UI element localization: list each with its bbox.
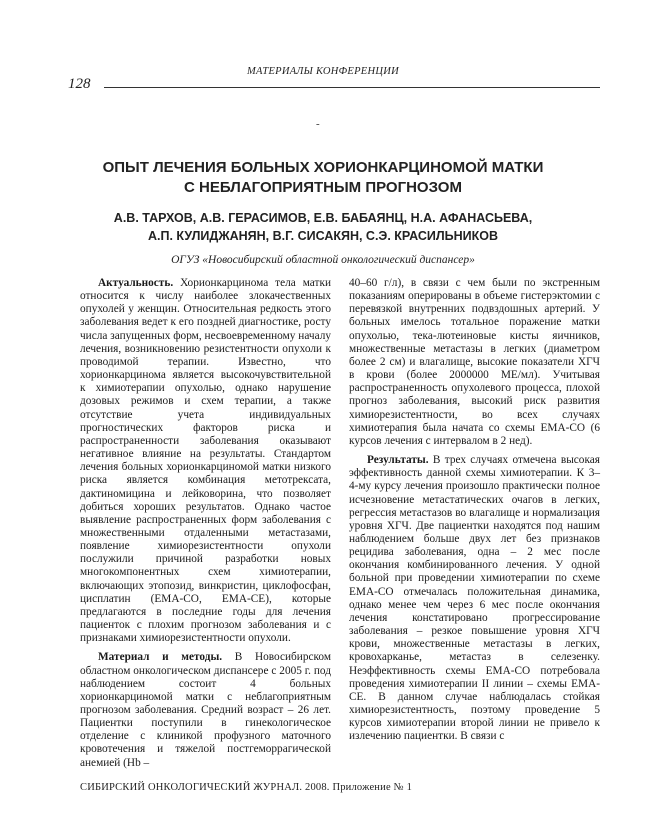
authors [40,209,606,245]
relevance-text: Хорионкарцинома тела матки относится к числу наиболее злокачественных опухолей у женщин. Относительная редкость этого заболевания ведет к его поздней диагностике, росту числа запущенных форм, несвоевременному началу лечения, возникновению резистентности опухоли к проводимой терапии. Известно, что хорионкарцинома является высокочувствительной к химиотерапии опухолью, однако нарушение дозовых режимов и схем терапии, а также отсутствие учета индивидуальных прогностических факторов риска и распространенности заболевания оказывают негативное влияние на результаты. Стандартом лечения больных хорионкарциномой матки низкого риска является комбинация метотрексата, дактиномицина и лейковорина, что позволяет добиться хороших результатов. Однако частое выявление распространенных форм заболевания с множественными отдаленными метастазами, появление химиорезистентности опухоли послужили причиной разработки новых многокомпонентных схем химиотерапии, включающих этопозид, винкристин, циклофосфан, цисплатин (ЕМА-СО, ЕМА-СЕ), которые предлагаются в последние годы для лечения пациенток с плохим прогнозом заболевания и с признаками химиорезистентности опухоли. [80,277,331,645]
header-rule [104,87,600,88]
authors-line-2: А.П. КУЛИДЖАНЯН, В.Г. СИСАКЯН, С.Э. КРАСИЛЬНИКОВ [147,229,499,243]
article-title [40,158,606,198]
title-line-1: ОПЫТ ЛЕЧЕНИЯ БОЛЬНЫХ ХОРИОНКАРЦИНОМОЙ МАТКИ [102,159,544,176]
methods-continued-paragraph: 40–60 г/л), в связи с чем были по экстренным показаниям оперированы в объеме гистерэктомии с перевязкой внутренних подвздошных артерий. У больных имелось тотальное поражение матки опухолью, тека-лютеиновые кисты яичников, множественные метастазы в легких (диаметром более 2 см) и влагалище, высокие показатели ХГЧ в крови (более 2000000 МЕ/мл). Учитывая распространенность опухолевого процесса, плохой прогноз заболевания, высокий риск развития химиорезистентности, во всех случаях химиотерапия была начата со схемы ЕМА-СО (6 курсов лечения с интервалом в 2 нед). [349,277,600,447]
results-paragraph [349,454,600,743]
affiliation: ОГУЗ «Новосибирский областной онкологический диспансер» [171,254,475,266]
results-heading: Результаты. [367,454,429,467]
page-number: 128 [68,76,91,92]
methods-heading: Материал и методы. [98,651,223,664]
top-mark: - [316,118,320,130]
right-column [349,277,600,743]
relevance-paragraph [80,277,331,645]
title-line-2: С НЕБЛАГОПРИЯТНЫМ ПРОГНОЗОМ [184,179,462,196]
relevance-heading: Актуальность. [98,277,174,289]
methods-text: В Новосибирском областном онкологическом диспансере с 2005 г. под наблюдением состоит 4 больных хорионкарциномой матки с неблагоприятным прогнозом заболевания. Средний возраст – 26 лет. Пациентки поступили в гинекологическое отделение с клиникой профузного маточного кровотечения и тяжелой постгеморрагической анемией (Hb – [80,651,331,769]
methods-paragraph [80,651,331,769]
left-column [80,277,331,770]
journal-footer: СИБИРСКИЙ ОНКОЛОГИЧЕСКИЙ ЖУРНАЛ. 2008. Приложение № 1 [80,782,413,793]
results-text: В трех случаях отмечена высокая эффективность данной схемы химиотерапии. К 3–4-му курсу лечения произошло практически полное исчезновение метастатических очагов в легких, регрессия метастазов во влагалище и нормализация уровня ХГЧ. Две пациентки находятся под нашим наблюдением больше двух лет без признаков рецидива заболевания, одна – 2 мес после окончания комбинированного лечения. У одной больной при проведении химиотерапии по схеме ЕМА-СО отмечалась положительная динамика, однако менее чем через 6 мес после окончания лечения констатировано прогрессирование заболевания – резкое повышение уровня ХГЧ крови, множественные метастазы в легких, кровохарканье, метастаз в селезенку. Неэффективность схемы ЕМА-СО потребовала проведения химиотерапии II линии – схемы ЕМА-СЕ. В данном случае наблюдалась стойкая химиорезистентность, поэтому проведение 5 курсов химиотерапии второй линии не привело к излечению пациентки. В связи с [349,454,600,743]
running-header-label: МАТЕРИАЛЫ КОНФЕРЕНЦИИ [246,66,400,77]
authors-line-1: А.В. ТАРХОВ, А.В. ГЕРАСИМОВ, Е.В. БАБАЯНЦ, Н.А. АФАНАСЬЕВА, [113,211,533,225]
